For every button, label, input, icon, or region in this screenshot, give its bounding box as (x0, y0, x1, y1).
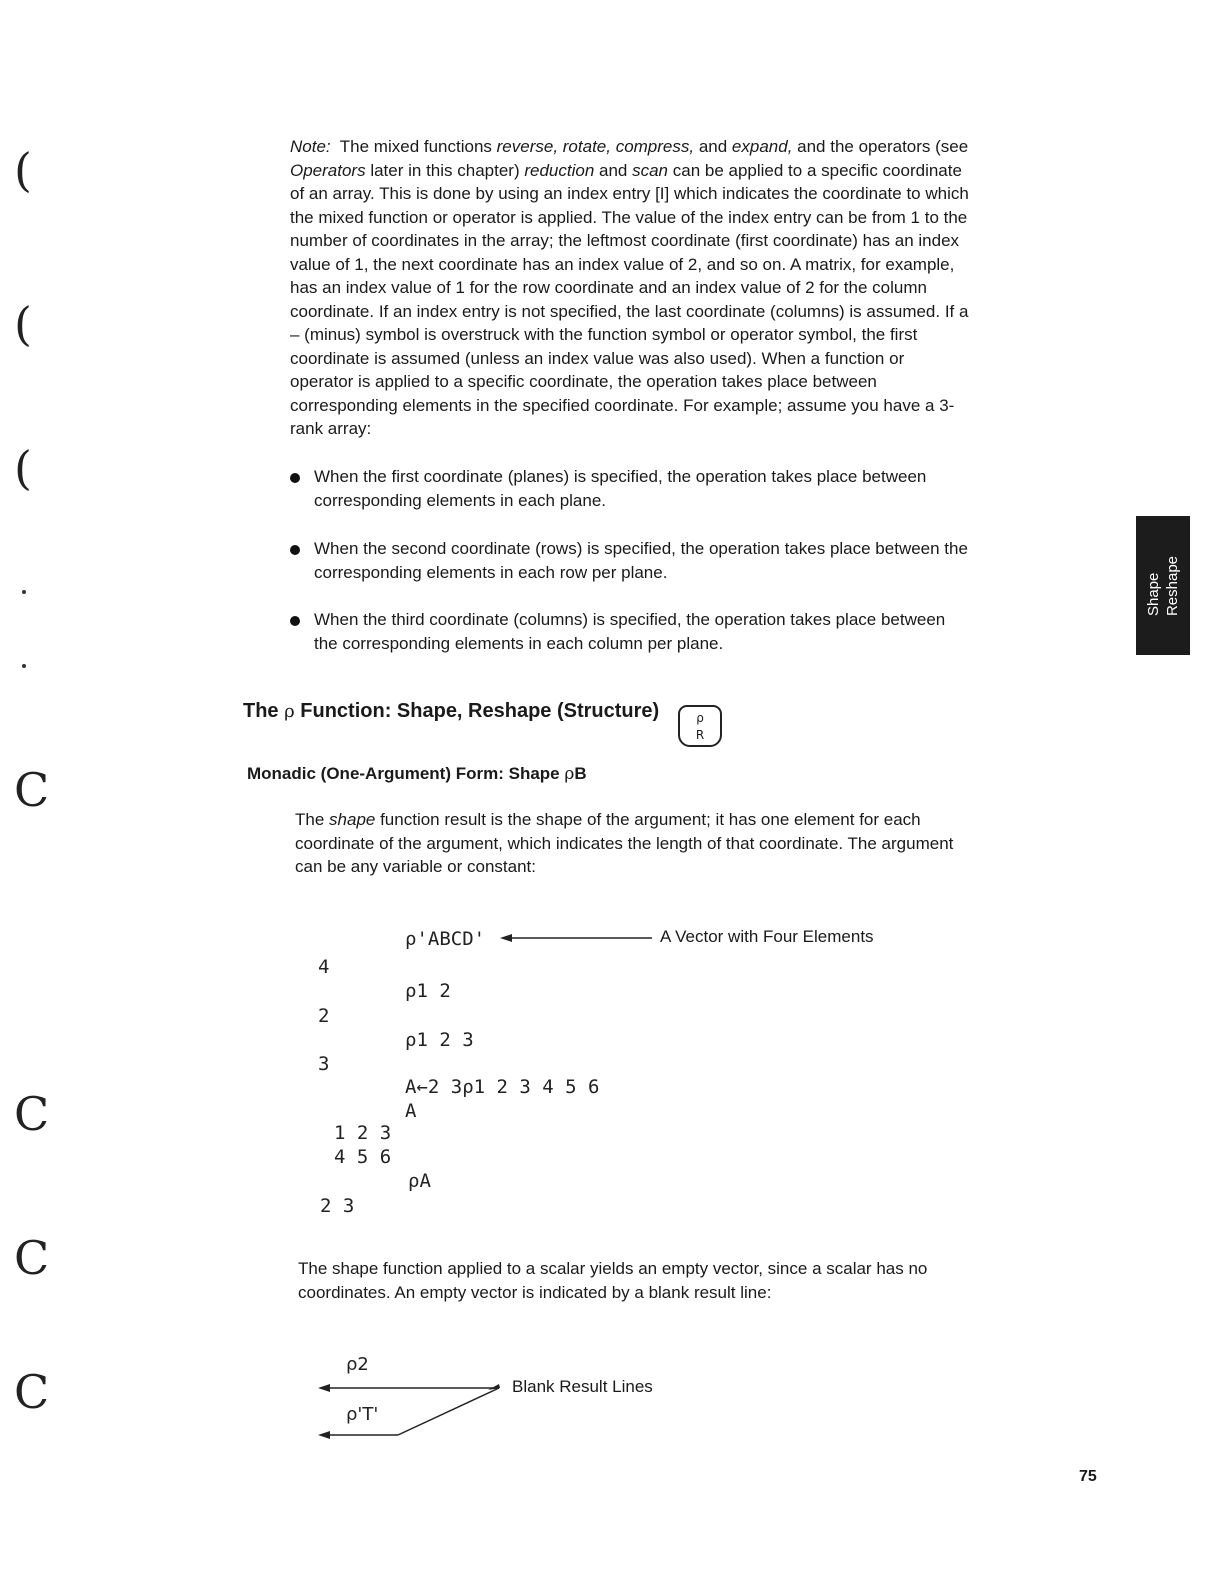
scalar-paragraph: The shape function applied to a scalar yields an empty vector, since a scalar has no coordinates. An empty vector is indicated by a blank result line: (298, 1259, 928, 1302)
page-number: 75 (1079, 1468, 1097, 1485)
heading-text: The (243, 700, 285, 722)
heading-text: Function: Shape, Reshape (Structure) (294, 700, 660, 722)
apl-output: 2 (318, 1005, 330, 1027)
apl-input: ρ1 2 3 (405, 1029, 474, 1051)
speck (22, 590, 26, 594)
para-em-shape: shape (329, 810, 376, 829)
note-em-operators: Operators (290, 160, 366, 180)
apl-input: A (405, 1100, 417, 1122)
note-em-reduction: reduction (524, 160, 595, 180)
bullet-icon (290, 616, 300, 626)
note-em-reverse: reverse, rotate, compress, (496, 137, 695, 156)
bullet-icon (290, 545, 300, 555)
heading-rho: ρ (284, 701, 295, 722)
bullet-text: When the second coordinate (rows) is specified, the operation takes place between the corresponding elements in each row per plane. (314, 539, 968, 582)
subheading-arg: B (574, 764, 587, 783)
apl-output: 4 5 6 (334, 1146, 392, 1168)
bullet-text: When the first coordinate (planes) is specified, the operation takes place between corresponding elements in each plane. (314, 467, 927, 510)
subheading-text: Monadic (One-Argument) Form: Shape (247, 764, 565, 783)
binder-mark: C (14, 1087, 50, 1141)
note-text: and (594, 160, 633, 180)
apl-input: ρA (408, 1170, 431, 1192)
para-text: The (295, 810, 330, 829)
note-text: later in this chapter) (365, 160, 525, 180)
apl-output: 1 2 3 (334, 1122, 392, 1144)
apl-output: 4 (318, 956, 330, 978)
binder-mark: ( (14, 143, 32, 197)
keycap-top: ρ (696, 711, 704, 725)
note-text: can be applied to a specific coordinate of an array. This is done by using an index entry [I] which indicates the coordinate to which the mixed function or operator is applied. The value of the index entry can be from 1 to the number of coordinates in the array; the leftmost coordinate (first coordinate) has an index value of 1, the next coordinate has an index value of 2, and so on. A matrix, for example, has an index value of 1 for the row coordinate and an index value of 2 for the column coordinate. If an index entry is not specified, the last coordinate (columns) is assumed. If a – (minus) symbol is overstruck with the function symbol or operator symbol, the first coordinate is assumed (unless an index value was also used). When a function or operator is applied to a specific coordinate, the operation takes place between corresponding elements in the specified coordinate. For example; assume you have a 3-rank array: (290, 160, 969, 438)
binder-mark: C (14, 763, 50, 817)
side-tab-line: Shape (1145, 572, 1162, 616)
rho-key-icon (678, 705, 722, 747)
apl-output: 3 (318, 1053, 330, 1075)
subheading-rho: ρ (564, 764, 575, 784)
binder-mark: ( (14, 297, 32, 351)
subheading (247, 764, 587, 784)
note-text: The mixed functions (339, 137, 497, 156)
note-text: and the operators (see (792, 137, 969, 156)
section-heading (243, 700, 659, 723)
para-text: function result is the shape of the argument; it has one element for each coordinate of the argument, which indicates the length of that coordinate. The argument can be any variable or constant: (295, 810, 954, 876)
apl-output: 2 3 (320, 1195, 355, 1217)
apl-input: ρ2 (346, 1354, 369, 1375)
annotation-label: A Vector with Four Elements (660, 927, 874, 946)
note-label: Note: (290, 137, 331, 156)
apl-input: A←2 3ρ1 2 3 4 5 6 (405, 1076, 600, 1098)
shape-paragraph (295, 808, 965, 879)
note-paragraph (290, 135, 970, 441)
blank-lines-arrows (316, 1380, 506, 1442)
speck (22, 664, 26, 668)
note-text: and (694, 137, 732, 156)
bullet-icon (290, 473, 300, 483)
side-tab-label (1144, 555, 1182, 615)
apl-input: ρ1 2 (405, 980, 451, 1002)
note-em-scan: scan (632, 160, 669, 180)
keycap-bottom: R (695, 728, 705, 742)
bullet-item (290, 465, 970, 513)
binder-mark: ( (14, 441, 32, 495)
side-tab (1136, 516, 1190, 655)
apl-input: ρ'T' (346, 1404, 379, 1425)
note-em-expand: expand, (731, 137, 793, 156)
annotation-label: Blank Result Lines (512, 1377, 653, 1396)
binder-mark: C (14, 1231, 50, 1285)
bullet-item (290, 537, 970, 585)
annotation-arrow (498, 930, 658, 946)
bullet-text: When the third coordinate (columns) is specified, the operation takes place between the corresponding elements in each column per plane. (314, 610, 946, 653)
binder-mark: C (14, 1365, 50, 1419)
side-tab-line: Reshape (1164, 555, 1181, 616)
bullet-item (290, 608, 970, 656)
apl-input: ρ'ABCD' (405, 928, 486, 950)
